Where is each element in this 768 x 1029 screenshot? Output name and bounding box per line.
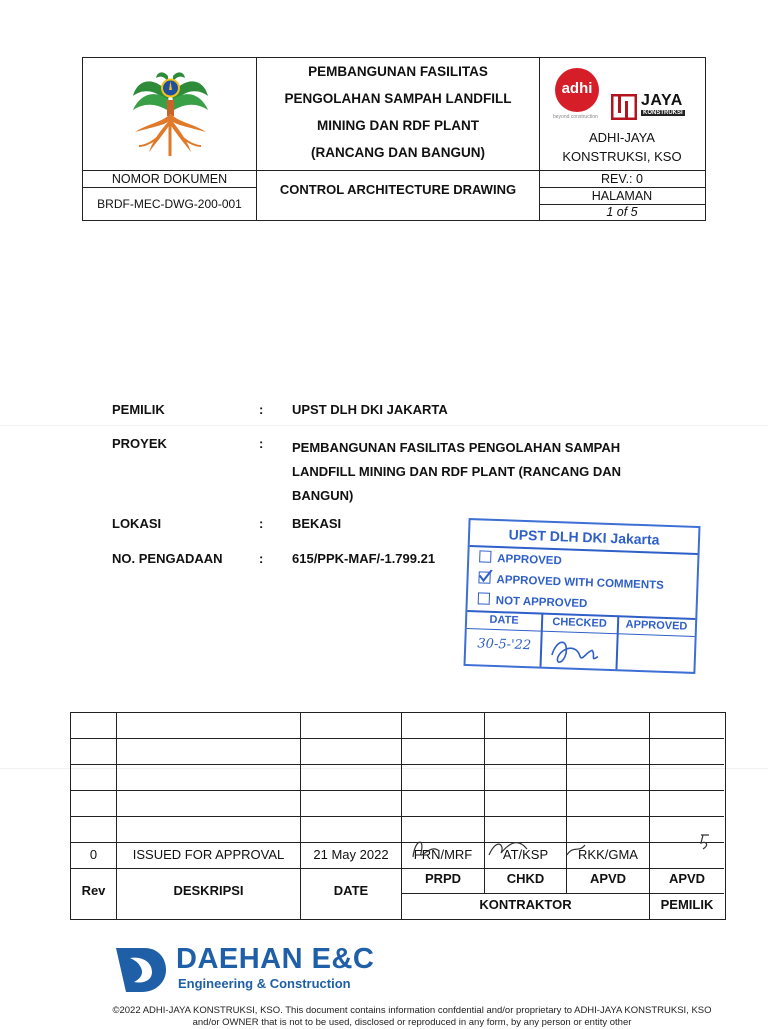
info-value-lokasi: BEKASI (292, 516, 342, 531)
contractor-line: KONSTRUKSI, KSO (562, 149, 682, 164)
info-label-lokasi: LOKASI (112, 516, 162, 531)
stamp-col-date: DATE (489, 613, 519, 627)
stamp-option-not-approved (478, 592, 588, 610)
info-value-pengadaan: 615/PPK-MAF/-1.799.21 (292, 551, 436, 566)
stamp-option-label: APPROVED WITH COMMENTS (496, 574, 665, 592)
scan-line (0, 425, 768, 426)
jaya-sub-text: KONSTRUKSI (643, 110, 683, 116)
stamp-option-label: NOT APPROVED (495, 594, 588, 611)
checked-checkbox-icon (478, 571, 490, 583)
jaya-logo (611, 92, 701, 122)
header-apvd-owner: APVD (668, 871, 706, 886)
rev-row0-rev: 0 (89, 847, 98, 862)
rev-row0-date: 21 May 2022 (313, 847, 389, 862)
header-deskripsi: DESKRIPSI (173, 883, 244, 898)
project-title-line: PENGOLAHAN SAMPAH LANDFILL (284, 91, 512, 106)
info-sep: : (259, 516, 264, 531)
header-apvd: APVD (589, 871, 627, 886)
jaya-logo-icon (611, 94, 637, 120)
row0-signatures (401, 831, 731, 871)
company-tagline: Engineering & Construction (178, 976, 351, 991)
info-value-line: PEMBANGUNAN FASILITAS PENGOLAHAN SAMPAH (292, 440, 621, 455)
revision-table (70, 712, 726, 920)
rev-row0-desc: ISSUED FOR APPROVAL (132, 847, 285, 862)
owner-emblem-icon (123, 66, 218, 162)
page-label: HALAMAN (591, 189, 653, 203)
project-title-line: PEMBANGUNAN FASILITAS (308, 64, 488, 79)
info-sep: : (259, 551, 264, 566)
company-name: DAEHAN E&C (176, 943, 375, 975)
info-sep: : (259, 436, 264, 451)
info-value-line: LANDFILL MINING DAN RDF PLANT (RANCANG DAN (292, 464, 622, 479)
header-prpd: PRPD (424, 871, 462, 886)
stamp-option-label: APPROVED (497, 553, 562, 568)
rev-row0-apvd: RKK/GMA (578, 847, 638, 862)
project-title-line: MINING DAN RDF PLANT (317, 118, 479, 133)
rev-label: REV.: 0 (601, 172, 643, 186)
doc-number-value: BRDF-MEC-DWG-200-001 (97, 197, 242, 211)
header-chkd: CHKD (506, 871, 545, 886)
stamp-checked-signature (545, 633, 616, 671)
page-value: 1 of 5 (606, 205, 638, 219)
stamp-title: UPST DLH DKI Jakarta (508, 526, 660, 548)
project-title-line: (RANCANG DAN BANGUN) (311, 145, 485, 160)
checkbox-icon (479, 550, 491, 562)
info-value-proyek (292, 436, 621, 508)
adhi-logo (553, 66, 605, 118)
jaya-logo-text: JAYA (641, 92, 683, 109)
info-label-pemilik: PEMILIK (112, 402, 165, 417)
header-rev: Rev (81, 883, 106, 898)
header-date: DATE (333, 883, 369, 898)
header-pemilik: PEMILIK (660, 897, 714, 912)
info-label-proyek: PROYEK (112, 436, 167, 451)
stamp-option-approved-with-comments (478, 571, 664, 591)
doc-title: CONTROL ARCHITECTURE DRAWING (279, 182, 517, 197)
info-label-pengadaan: NO. PENGADAAN (112, 551, 223, 566)
header-kontraktor: KONTRAKTOR (479, 897, 572, 912)
approval-stamp (463, 518, 700, 674)
adhi-tagline: beyond construction (553, 114, 598, 120)
stamp-col-approved: APPROVED (625, 618, 688, 633)
rev-row0-prpd: FRN/MRF (413, 847, 473, 862)
stamp-col-checked: CHECKED (552, 615, 607, 630)
title-block (82, 57, 706, 221)
rev-row0-chkd: AT/KSP (502, 847, 549, 862)
info-value-pemilik: UPST DLH DKI JAKARTA (292, 402, 448, 417)
doc-number-label: NOMOR DOKUMEN (111, 172, 228, 186)
info-sep: : (259, 402, 264, 417)
stamp-date-value: 30-5-'22 (477, 636, 532, 654)
contractor-name (539, 128, 705, 166)
adhi-logo-text: adhi (561, 80, 593, 97)
info-value-line: BANGUN) (292, 488, 354, 503)
project-title (257, 58, 539, 170)
daehan-logo-icon (112, 944, 168, 994)
contractor-line: ADHI-JAYA (589, 130, 655, 145)
checkbox-icon (478, 592, 490, 604)
copyright-notice: ©2022 ADHI-JAYA KONSTRUKSI, KSO. This document contains information confdential and/or proprietary to ADHI-JAYA KONSTRUKSI, KSO and/or OWNER that is not to be used, disclosed or reproduced in any form, by any person or entity other (112, 1005, 712, 1028)
stamp-option-approved (479, 550, 562, 567)
